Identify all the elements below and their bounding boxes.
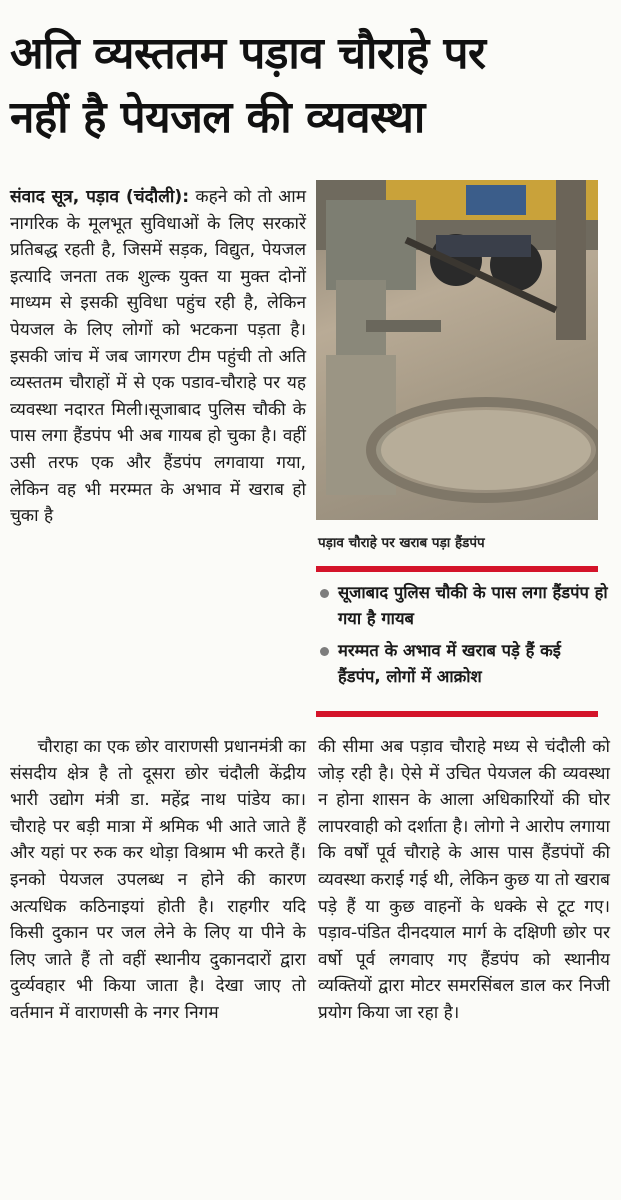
highlight-rule-bottom — [316, 711, 598, 717]
paragraph-3: की सीमा अब पड़ाव चौराहे मध्य से चंदौली को जोड़ रही है। ऐसे में उचित पेयजल की व्यवस्था न होना शासन के आला अधिकारियों की घोर लापरवाही को दर्शाता है। लोगो ने आरोप लगाया कि वर्षों पूर्व चौराहे के आस पास हैंडपंपों की व्यवस्था कराई गई थी, लेकिन कुछ या तो खराब पड़े हैं या कुछ वाहनों के धक्के से टूट गए। पड़ाव-पंडित दीनदयाल मार्ग के दक्षिणी छोर पर वर्षो पूर्व लगवाए गए हैंडपंप को स्थानीय व्यक्तियों द्वारा मोटर समरसिंबल डाल कर निजी प्रयोग किया जा रहा है। — [318, 737, 610, 1023]
highlight-item — [318, 638, 608, 690]
paragraph-2: चौराहा का एक छोर वाराणसी प्रधानमंत्री का संसदीय क्षेत्र है तो दूसरा छोर चंदौली केंद्रीय भारी उद्योग मंत्री डा. महेंद्र नाथ पांडेय का। चौराहे पर बड़ी मात्रा में श्रमिक भी आते जाते हैं और यहां पर रुक कर थोड़ा विश्राम भी करते हैं। इनको पेयजल उपलब्ध न होने की कारण अत्यधिक कठिनाइयां होती है। राहगीर यदि किसी दुकान पर जल लेने के लिए या पीने के लिए जाते हैं तो वहीं स्थानीय दुकानदारों द्वारा दुर्व्यवहार भी किया जाता है। देखा जाए तो वर्तमान में वाराणसी के नगर निगम — [10, 737, 306, 1023]
highlight-rule-top — [316, 566, 598, 572]
column-right-bottom — [318, 734, 610, 1027]
bullet-icon — [320, 647, 329, 656]
highlight-text: सूजाबाद पुलिस चौकी के पास लगा हैंडपंप हो गया है गायब — [338, 583, 608, 628]
headline-line-2: नहीं है पेयजल की व्यवस्था — [10, 92, 425, 143]
dateline: संवाद सूत्र, पड़ाव (चंदौली): — [10, 187, 190, 207]
headline — [10, 22, 610, 150]
highlights-box — [318, 580, 608, 696]
bullet-icon — [320, 589, 329, 598]
column-left-bottom — [10, 734, 306, 1027]
paragraph-1-text: कहने को तो आम नागरिक के मूलभूत सुविधाओं के लिए सरकारें प्रतिबद्ध रहती है, जिसमें सड़क, विद्युत, पेयजल इत्यादि जनता तक शुल्क युक्त या मुक्त दोनों माध्यम से इसकी सुविधा पहुंच रही है, लेकिन पेयजल के लिए लोगों को भटकना पड़ता है। इसकी जांच में जब जागरण टीम पहुंची तो अति व्यस्ततम चौराहों में से एक पडाव-चौराहे पर यह व्यवस्था नदारत मिली।सूजाबाद पुलिस चौकी के पास लगा हैंडपंप भी अब गायब हो चुका है। वहीं उसी तरफ एक और हैंडपंप लगवाया गया, लेकिन वह भी मरम्मत के अभाव में खराब हो चुका है — [10, 187, 306, 527]
paragraph-1 — [10, 184, 306, 530]
headline-line-1: अति व्यस्ततम पड़ाव चौराहे पर — [10, 28, 486, 79]
column-left-top — [10, 184, 306, 530]
highlight-text: मरम्मत के अभाव में खराब पड़े हैं कई हैंडपंप, लोगों में आक्रोश — [338, 641, 561, 686]
photo-caption: पड़ाव चौराहे पर खराब पड़ा हैंडपंप — [318, 535, 485, 551]
highlight-item — [318, 580, 608, 632]
handpump-photo — [316, 180, 598, 520]
